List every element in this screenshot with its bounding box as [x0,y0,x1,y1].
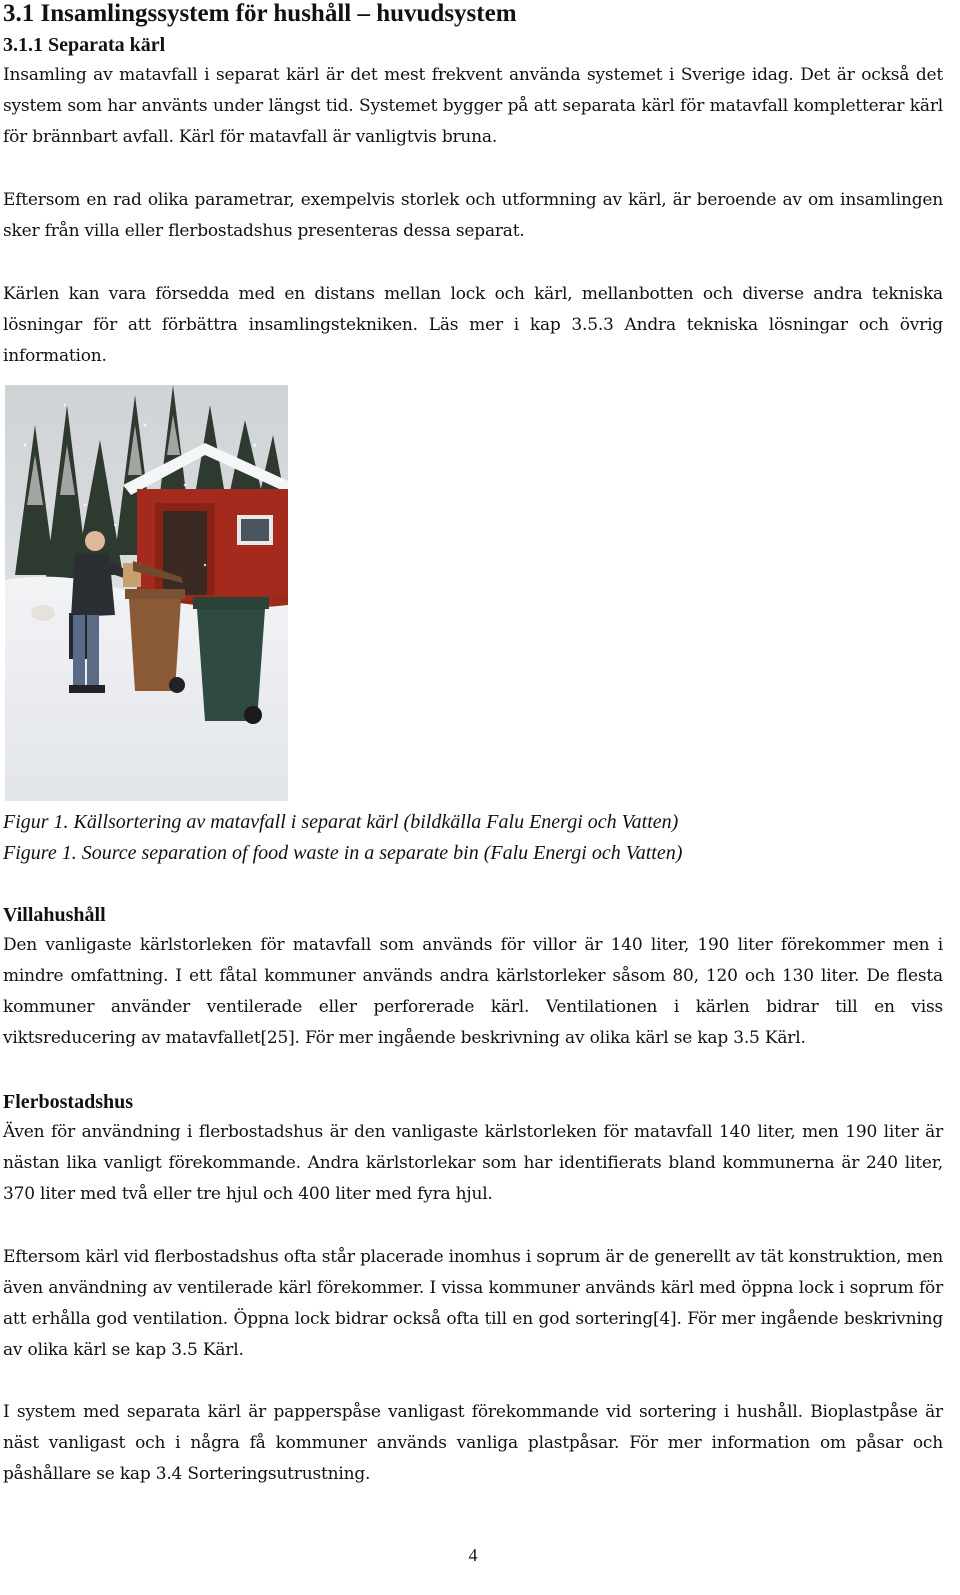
flerbostadshus-paragraph-2: Eftersom kärl vid flerbostadshus ofta står placerade inomhus i soprum är de generellt av tät konstruktion, men även användning av ventilerade kärl förekommer. I vissa kommuner används kärl med öppna lock i soprum för att erhålla god ventilation. Öppna lock bidrar också ofta till en god sortering[4]. För mer ingående beskrivning av olika kärl se kap 3.5 Kärl. [3,1247,943,1360]
figure-photo [5,385,288,801]
subsection-heading: 3.1.1 Separata kärl [3,34,166,56]
flerbostadshus-paragraph-1: Även för användning i flerbostadshus är den vanligaste kärlstorleken för matavfall 140 liter, men 190 liter är nästan lika vanligt förekommande. Andra kärlstorlekar som har identifierats bland kommunerna är 240 liter, 370 liter med två eller tre hjul och 400 liter med fyra hjul. [3,1122,943,1204]
flerbostadshus-paragraph-3: I system med separata kärl är papperspåse vanligast förekommande vid sortering i hushåll. Bioplastpåse är näst vanligast och i några få kommuner används vanliga plastpåsar. För mer information om påsar och påshållare se kap 3.4 Sorteringsutrustning. [3,1402,943,1484]
paragraph-parameters: Eftersom en rad olika parametrar, exempelvis storlek och utformning av kärl, är beroende av om insamlingen sker från villa eller flerbostadshus presenteras dessa separat. [3,190,943,241]
intro-paragraph: Insamling av matavfall i separat kärl är det mest frekvent använda systemet i Sverige idag. Det är också det system som har använts under längst tid. Systemet bygger på att separata kärl för matavfall kompletterar kärl för brännbart avfall. Kärl för matavfall är vanligtvis bruna. [3,65,943,147]
villa-heading: Villahushåll [3,904,106,926]
figure-caption-english: Figure 1. Source separation of food waste in a separate bin (Falu Energi och Vatten) [3,842,683,864]
page-number: 4 [468,1545,478,1565]
paragraph-technical: Kärlen kan vara försedda med en distans mellan lock och kärl, mellanbotten och diverse andra tekniska lösningar för att förbättra insamlingstekniken. Läs mer i kap 3.5.3 Andra tekniska lösningar och övrig information. [3,284,943,366]
flerbostadshus-heading: Flerbostadshus [3,1091,134,1113]
figure-caption-swedish: Figur 1. Källsortering av matavfall i separat kärl (bildkälla Falu Energi och Vatten) [3,811,679,833]
section-heading: 3.1 Insamlingssystem för hushåll – huvudsystem [3,0,517,27]
villa-paragraph: Den vanligaste kärlstorleken för matavfall som används för villor är 140 liter, 190 liter förekommer men i mindre omfattning. I ett fåtal kommuner används andra kärlstorleker såsom 80, 120 och 130 liter. De flesta kommuner använder ventilerade eller perforerade kärl. Ventilationen i kärlen bidrar till en viss viktsreducering av matavfallet[25]. För mer ingående beskrivning av olika kärl se kap 3.5 Kärl. [3,935,943,1048]
